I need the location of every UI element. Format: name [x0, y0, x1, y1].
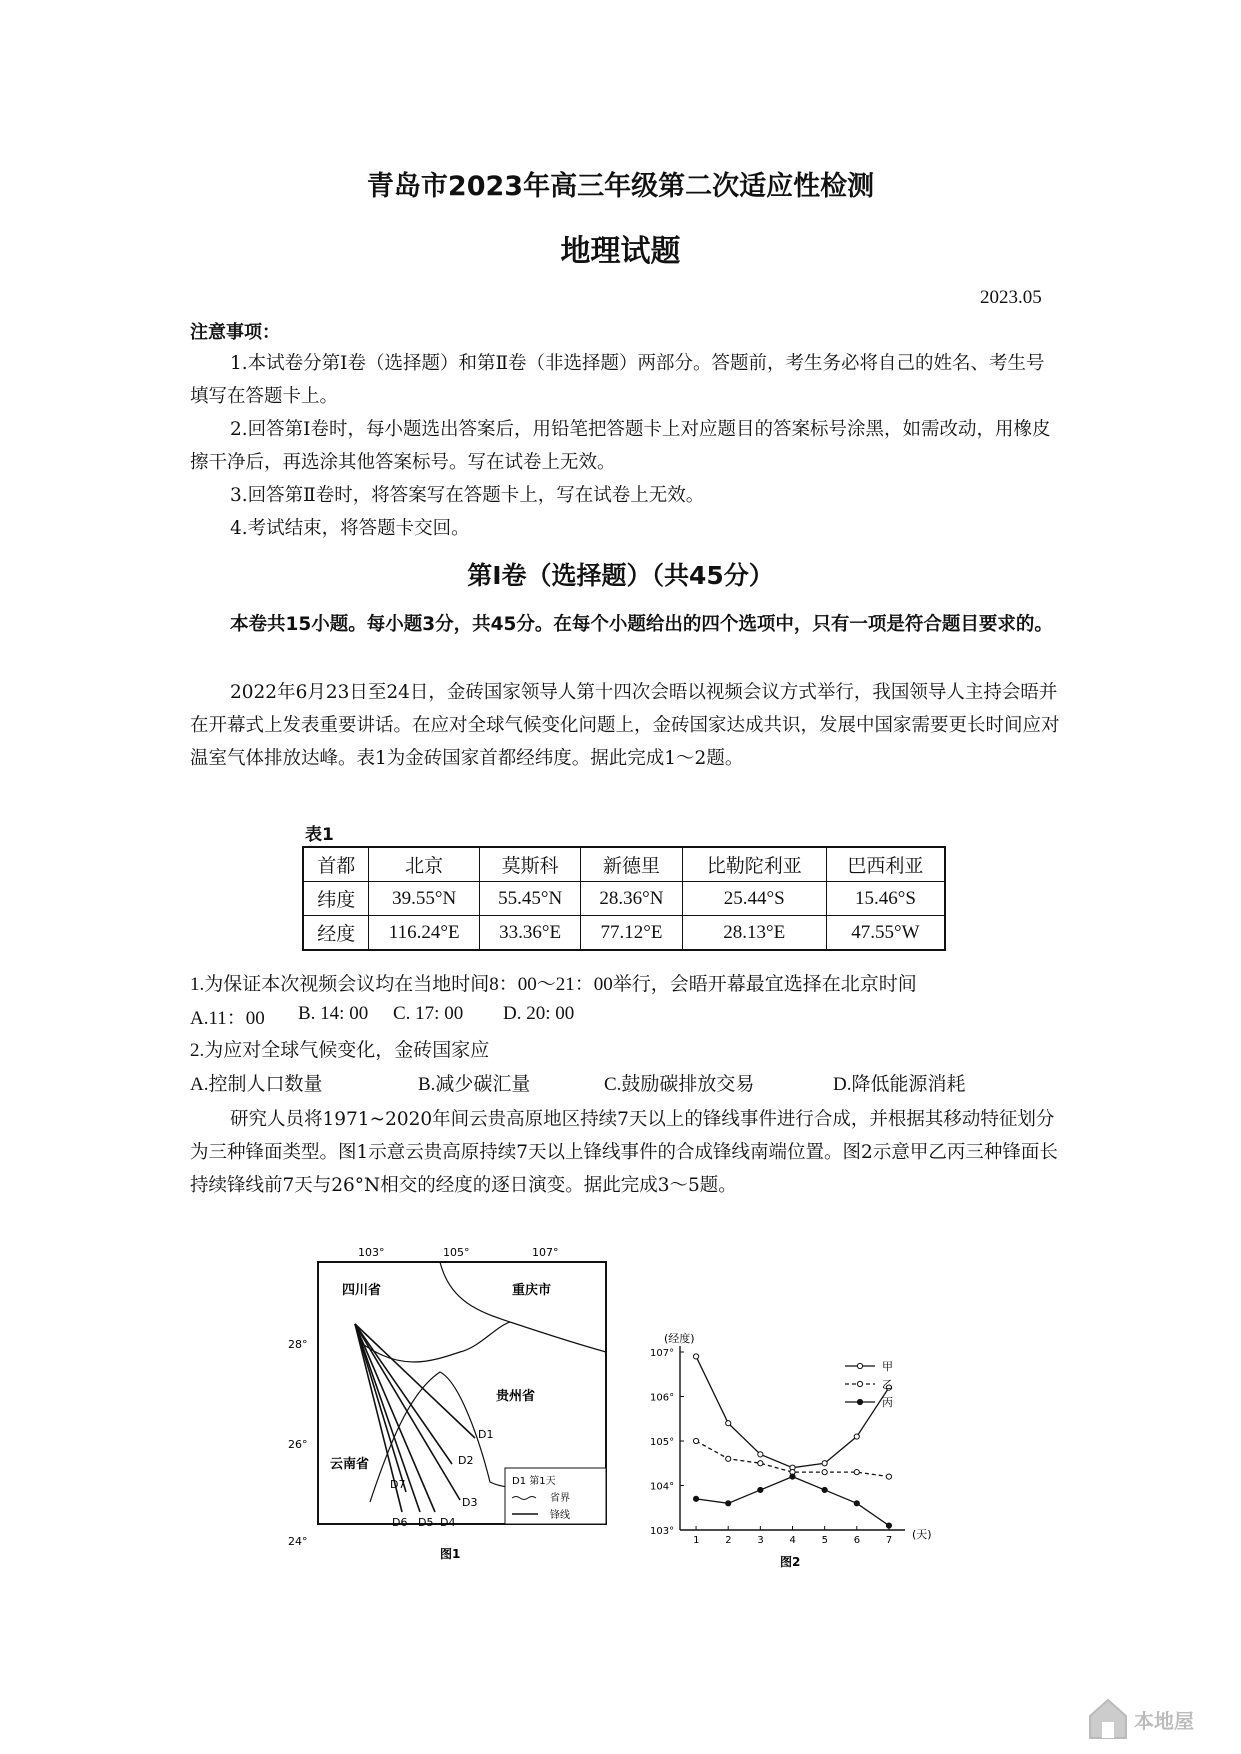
lon-label: 103° [358, 1246, 385, 1259]
q1-option-c[interactable]: C. 17: 00 [393, 1003, 464, 1024]
data-point [854, 1434, 859, 1439]
notice-item-1: 1.本试卷分第Ⅰ卷（选择题）和第Ⅱ卷（非选择题）两部分。答题前，考生务必将自己的姓名、考生号填写在答题卡上。 [190, 353, 1045, 407]
data-point [726, 1501, 731, 1506]
data-point [886, 1474, 891, 1479]
table-cell: 15.46°S [826, 882, 945, 916]
figure-2-caption: 图2 [780, 1555, 801, 1569]
exam-date: 2023.05 [980, 287, 1042, 308]
data-point [758, 1487, 763, 1492]
region-label: 四川省 [342, 1283, 382, 1298]
data-point [693, 1496, 698, 1501]
table-cell: 77.12°E [581, 916, 682, 951]
subject-title: 地理试题 [560, 234, 681, 269]
lat-label: 24° [288, 1535, 308, 1548]
passage-1: 2022年6月23日至24日，金砖国家领导人第十四次会晤以视频会议方式举行，我国领导人主持会晤并在开幕式上发表重要讲话。在应对全球气候变化问题上，金砖国家达成共识，发展中国家需要更长时间应对温室气体排放达峰。表1为金砖国家首都经纬度。据此完成1～2题。 [190, 682, 1060, 769]
table-caption: 表1 [305, 825, 334, 845]
q1-option-d[interactable]: D. 20: 00 [503, 1003, 575, 1024]
data-point [693, 1354, 698, 1359]
lat-label: 26° [288, 1438, 308, 1451]
figure-2-chart [640, 1330, 940, 1570]
x-tick-label: 2 [725, 1535, 732, 1546]
data-point [758, 1461, 763, 1466]
notice-item-4: 4.考试结束，将答题卡交回。 [230, 518, 470, 539]
legend-marker [857, 1381, 862, 1386]
table-cell: 116.24°E [369, 916, 480, 951]
region-label: 贵州省 [496, 1389, 536, 1404]
x-tick-label: 1 [693, 1535, 700, 1546]
data-point [693, 1438, 698, 1443]
region-label: 云南省 [330, 1457, 370, 1472]
front-label: D6 [392, 1516, 408, 1529]
table-row [303, 916, 945, 951]
table-cell: 经度 [303, 916, 369, 951]
table-cell: 新德里 [581, 847, 682, 882]
front-label: D4 [440, 1516, 456, 1529]
table-cell: 比勒陀利亚 [682, 847, 826, 882]
data-point [822, 1470, 827, 1475]
question-2-stem: 2.为应对全球气候变化，金砖国家应 [190, 1040, 490, 1061]
q1-option-a[interactable]: A.11：00 [190, 1008, 265, 1029]
table-cell: 巴西利亚 [826, 847, 945, 882]
x-tick-label: 7 [885, 1535, 893, 1546]
front-label: D3 [462, 1496, 478, 1509]
y-axis-label: (经度) [664, 1332, 695, 1345]
x-axis-label: (天) [912, 1528, 932, 1541]
y-tick-label: 107° [650, 1348, 675, 1359]
x-tick-label: 4 [789, 1535, 796, 1546]
legend-marker [857, 1363, 862, 1368]
q2-option-c[interactable]: C.鼓励碳排放交易 [604, 1074, 755, 1095]
table-cell: 首都 [303, 847, 369, 882]
data-point [726, 1456, 731, 1461]
section-title: 第Ⅰ卷（选择题）（共45分） [467, 561, 774, 590]
passage-2: 研究人员将1971~2020年间云贵高原地区持续7天以上的锋线事件进行合成，并根据其移动特征划分为三种锋面类型。图1示意云贵高原持续7天以上锋线事件的合成锋线南端位置。图2示意甲乙丙三种锋面长持续锋线前7天与26°N相交的经度的逐日演变。据此完成3～5题。 [190, 1109, 1058, 1196]
figure-1-caption: 图1 [440, 1547, 461, 1561]
data-point [822, 1487, 827, 1492]
front-label: D5 [418, 1516, 434, 1529]
table-cell: 莫斯科 [479, 847, 580, 882]
y-tick-label: 103° [650, 1526, 675, 1537]
legend-label: 丙 [882, 1396, 893, 1409]
y-tick-label: 105° [650, 1437, 675, 1448]
x-tick-label: 3 [757, 1535, 764, 1546]
front-label: D7 [390, 1478, 406, 1491]
q2-option-d[interactable]: D.降低能源消耗 [833, 1074, 966, 1095]
lat-label: 28° [288, 1338, 308, 1351]
legend-item: 省界 [550, 1493, 570, 1504]
q2-option-b[interactable]: B.减少碳汇量 [418, 1074, 531, 1095]
data-point [726, 1421, 731, 1426]
table-cell: 25.44°S [682, 882, 826, 916]
data-point [854, 1470, 859, 1475]
series-line-3 [696, 1477, 889, 1526]
lon-label: 107° [532, 1246, 559, 1259]
question-1-stem: 1.为保证本次视频会议均在当地时间8：00～21：00举行，会晤开幕最宜选择在北京时间 [190, 974, 917, 995]
y-tick-label: 106° [650, 1392, 675, 1404]
capitals-table [302, 846, 946, 951]
legend-item: 锋线 [550, 1510, 570, 1521]
legend-label: 乙 [882, 1378, 893, 1391]
q2-option-a[interactable]: A.控制人口数量 [190, 1074, 323, 1095]
site-watermark [1080, 1686, 1230, 1746]
front-label: D2 [458, 1454, 474, 1467]
region-label: 重庆市 [512, 1283, 552, 1298]
legend-label: 甲 [882, 1360, 893, 1373]
table-cell: 28.13°E [682, 916, 826, 951]
lon-label: 105° [443, 1246, 470, 1259]
table-cell: 47.55°W [826, 916, 945, 951]
data-point [822, 1461, 827, 1466]
legend-marker [857, 1399, 862, 1404]
watermark-text: 本地屋 [1134, 1709, 1194, 1733]
table-cell: 纬度 [303, 882, 369, 916]
exam-title: 青岛市2023年高三年级第二次适应性检测 [366, 171, 875, 202]
notice-item-3: 3.回答第Ⅱ卷时，将答案写在答题卡上，写在试卷上无效。 [230, 485, 705, 506]
door-icon [1102, 1722, 1114, 1738]
table-cell: 28.36°N [581, 882, 682, 916]
table-row [303, 882, 945, 916]
table-row [303, 847, 945, 882]
table-cell: 39.55°N [369, 882, 480, 916]
table-cell: 33.36°E [479, 916, 580, 951]
data-point [790, 1474, 795, 1479]
figure-1-map [288, 1242, 620, 1562]
data-point [758, 1452, 763, 1457]
x-tick-label: 6 [853, 1535, 861, 1546]
front-label: D1 [478, 1428, 494, 1441]
section-note: 本卷共15小题。每小题3分，共45分。在每个小题给出的四个选项中，只有一项是符合题目要求的。 [230, 614, 1053, 635]
x-tick-label: 5 [821, 1535, 829, 1546]
q1-option-b[interactable]: B. 14: 00 [298, 1003, 369, 1024]
data-point [854, 1501, 859, 1506]
table-cell: 北京 [369, 847, 480, 882]
table-cell: 55.45°N [479, 882, 580, 916]
notice-heading: 注意事项： [190, 322, 280, 343]
notice-item-2: 2.回答第Ⅰ卷时，每小题选出答案后，用铅笔把答题卡上对应题目的答案标号涂黑，如需改动，用橡皮擦干净后，再选涂其他答案标号。写在试卷上无效。 [190, 419, 1051, 473]
legend-item: D1 第1天 [512, 1476, 556, 1487]
y-tick-label: 104° [650, 1481, 675, 1493]
data-point [886, 1523, 891, 1528]
series-line-1 [696, 1356, 889, 1467]
